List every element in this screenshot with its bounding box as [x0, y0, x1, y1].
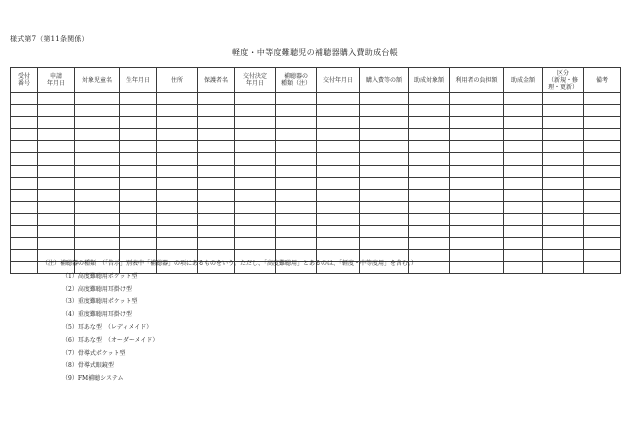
table-cell	[504, 93, 543, 105]
table-cell	[198, 141, 235, 153]
table-cell	[157, 238, 198, 250]
table-cell	[360, 226, 409, 238]
table-cell	[198, 117, 235, 129]
table-cell	[235, 141, 276, 153]
table-cell	[75, 117, 120, 129]
table-cell	[360, 165, 409, 177]
table-row	[11, 189, 621, 201]
table-row	[11, 141, 621, 153]
table-cell	[584, 129, 621, 141]
table-cell	[543, 238, 584, 250]
table-cell	[450, 105, 504, 117]
table-cell	[276, 189, 317, 201]
table-cell	[317, 105, 360, 117]
table-cell	[409, 238, 450, 250]
table-cell	[504, 201, 543, 213]
column-header: 交付年月日	[317, 68, 360, 93]
table-cell	[584, 165, 621, 177]
table-cell	[409, 117, 450, 129]
table-cell	[450, 177, 504, 189]
table-cell	[317, 213, 360, 225]
table-cell	[120, 93, 157, 105]
notes-section	[42, 258, 417, 386]
table-cell	[75, 105, 120, 117]
table-cell	[276, 177, 317, 189]
table-cell	[543, 153, 584, 165]
table-cell	[235, 93, 276, 105]
table-cell	[157, 165, 198, 177]
table-cell	[450, 226, 504, 238]
table-cell	[75, 129, 120, 141]
table-cell	[409, 177, 450, 189]
table-cell	[409, 213, 450, 225]
column-header: 補聴器の 種類（注）	[276, 68, 317, 93]
column-header: 区分 （新規・修 理・更新）	[543, 68, 584, 93]
table-cell	[198, 105, 235, 117]
table-cell	[11, 117, 38, 129]
table-cell	[11, 177, 38, 189]
table-cell	[450, 141, 504, 153]
table-cell	[360, 129, 409, 141]
table-cell	[543, 141, 584, 153]
table-cell	[235, 226, 276, 238]
table-cell	[235, 238, 276, 250]
column-header: 生年月日	[120, 68, 157, 93]
table-cell	[360, 201, 409, 213]
table-cell	[584, 93, 621, 105]
table-cell	[235, 117, 276, 129]
table-cell	[38, 153, 75, 165]
table-cell	[276, 201, 317, 213]
table-cell	[235, 105, 276, 117]
table-cell	[11, 201, 38, 213]
table-cell	[75, 93, 120, 105]
table-cell	[543, 250, 584, 262]
table-cell	[584, 250, 621, 262]
table-cell	[75, 153, 120, 165]
table-cell	[360, 153, 409, 165]
table-cell	[543, 117, 584, 129]
table-cell	[543, 201, 584, 213]
column-header: 住所	[157, 68, 198, 93]
table-cell	[504, 141, 543, 153]
table-cell	[317, 141, 360, 153]
column-header: 助成金額	[504, 68, 543, 93]
table-cell	[11, 226, 38, 238]
table-cell	[38, 177, 75, 189]
table-row	[11, 213, 621, 225]
table-cell	[317, 153, 360, 165]
table-cell	[584, 153, 621, 165]
table-cell	[360, 238, 409, 250]
column-header: 保護者名	[198, 68, 235, 93]
table-cell	[584, 262, 621, 274]
table-cell	[38, 117, 75, 129]
table-cell	[450, 250, 504, 262]
table-cell	[120, 226, 157, 238]
list-item: （7）骨導式ポケット型	[62, 349, 126, 357]
table-cell	[276, 129, 317, 141]
table-cell	[543, 129, 584, 141]
table-cell	[543, 177, 584, 189]
table-row	[11, 177, 621, 189]
table-cell	[198, 201, 235, 213]
table-cell	[317, 93, 360, 105]
table-cell	[38, 201, 75, 213]
table-cell	[120, 153, 157, 165]
table-cell	[75, 213, 120, 225]
column-header: 対象児童名	[75, 68, 120, 93]
table-cell	[543, 226, 584, 238]
ledger-table	[10, 67, 621, 274]
table-cell	[276, 141, 317, 153]
table-cell	[120, 129, 157, 141]
table-cell	[450, 165, 504, 177]
table-cell	[75, 189, 120, 201]
table-cell	[235, 177, 276, 189]
table-cell	[11, 238, 38, 250]
table-cell	[543, 93, 584, 105]
table-cell	[360, 177, 409, 189]
list-item: （2）高度難聴用耳掛け型	[62, 285, 132, 293]
table-cell	[276, 238, 317, 250]
table-cell	[38, 129, 75, 141]
table-row	[11, 201, 621, 213]
table-cell	[198, 226, 235, 238]
table-cell	[504, 250, 543, 262]
table-cell	[235, 189, 276, 201]
table-cell	[276, 117, 317, 129]
table-cell	[584, 189, 621, 201]
table-cell	[504, 165, 543, 177]
table-cell	[11, 93, 38, 105]
table-cell	[450, 238, 504, 250]
table-cell	[157, 177, 198, 189]
list-item: （5）耳あな型 （レディメイド）	[62, 323, 153, 331]
table-cell	[504, 189, 543, 201]
note-intro: （注）補聴器の種類 （「告示」別表中「補聴器」の項にあるものをいう。ただし、「高度難聴用」とあるのは、「軽度・中等度用」を含む。）	[42, 260, 418, 267]
table-cell	[11, 189, 38, 201]
table-cell	[198, 177, 235, 189]
table-row	[11, 93, 621, 105]
table-cell	[360, 117, 409, 129]
table-cell	[409, 93, 450, 105]
table-cell	[450, 93, 504, 105]
table-cell	[198, 238, 235, 250]
table-cell	[75, 201, 120, 213]
table-cell	[450, 262, 504, 274]
table-cell	[120, 189, 157, 201]
list-item: （6）耳あな型 （オーダーメイド）	[62, 336, 159, 344]
table-cell	[75, 177, 120, 189]
table-cell	[235, 129, 276, 141]
table-cell	[11, 129, 38, 141]
table-cell	[584, 238, 621, 250]
table-cell	[11, 165, 38, 177]
table-cell	[543, 105, 584, 117]
table-cell	[317, 226, 360, 238]
column-header: 備考	[584, 68, 621, 93]
table-cell	[504, 153, 543, 165]
list-item: （8）骨導式眼鏡型	[62, 362, 114, 370]
table-cell	[450, 117, 504, 129]
list-item: （1）高度難聴用ポケット型	[62, 272, 138, 280]
table-cell	[584, 141, 621, 153]
table-cell	[120, 105, 157, 117]
table-cell	[120, 213, 157, 225]
table-cell	[11, 105, 38, 117]
table-cell	[276, 105, 317, 117]
table-cell	[157, 93, 198, 105]
table-cell	[198, 153, 235, 165]
table-cell	[75, 238, 120, 250]
table-cell	[450, 153, 504, 165]
table-cell	[276, 213, 317, 225]
table-row	[11, 153, 621, 165]
table-cell	[317, 129, 360, 141]
table-cell	[543, 213, 584, 225]
table-cell	[450, 213, 504, 225]
table-cell	[276, 153, 317, 165]
table-cell	[157, 117, 198, 129]
table-cell	[276, 226, 317, 238]
table-cell	[409, 226, 450, 238]
table-cell	[120, 141, 157, 153]
table-cell	[409, 141, 450, 153]
table-cell	[38, 105, 75, 117]
table-cell	[11, 141, 38, 153]
table-row	[11, 226, 621, 238]
table-cell	[360, 213, 409, 225]
table-cell	[38, 165, 75, 177]
table-cell	[543, 262, 584, 274]
column-header: 助成対象額	[409, 68, 450, 93]
table-cell	[11, 250, 38, 262]
column-header: 交付決定 年月日	[235, 68, 276, 93]
table-cell	[450, 129, 504, 141]
table-cell	[584, 226, 621, 238]
column-header: 利用者の負担額	[450, 68, 504, 93]
document-title: 軽度・中等度難聴児の補聴器購入費助成台帳	[232, 48, 398, 57]
table-cell	[543, 165, 584, 177]
list-item: （9）FM補聴システム	[62, 375, 124, 383]
table-cell	[38, 189, 75, 201]
list-item: （3）重度難聴用ポケット型	[62, 298, 138, 306]
table-cell	[504, 117, 543, 129]
table-row	[11, 105, 621, 117]
table-cell	[235, 213, 276, 225]
form-number: 様式第7（第11条関係）	[10, 35, 89, 43]
table-cell	[504, 213, 543, 225]
table-cell	[317, 238, 360, 250]
table-cell	[120, 117, 157, 129]
table-cell	[157, 129, 198, 141]
table-cell	[504, 226, 543, 238]
table-row	[11, 117, 621, 129]
table-cell	[360, 141, 409, 153]
table-cell	[120, 177, 157, 189]
table-cell	[157, 189, 198, 201]
table-cell	[157, 105, 198, 117]
table-cell	[317, 201, 360, 213]
table-cell	[198, 189, 235, 201]
table-cell	[409, 105, 450, 117]
table-cell	[450, 189, 504, 201]
table-cell	[157, 213, 198, 225]
column-header: 申請 年月日	[38, 68, 75, 93]
table-cell	[504, 129, 543, 141]
table-cell	[38, 238, 75, 250]
header-row	[11, 68, 621, 93]
table-row	[11, 238, 621, 250]
table-cell	[504, 177, 543, 189]
table-cell	[317, 117, 360, 129]
table-cell	[157, 141, 198, 153]
table-cell	[120, 165, 157, 177]
table-cell	[38, 141, 75, 153]
table-cell	[120, 201, 157, 213]
table-cell	[504, 262, 543, 274]
column-header: 購入費等の額	[360, 68, 409, 93]
table-cell	[584, 177, 621, 189]
table-cell	[409, 189, 450, 201]
table-cell	[235, 201, 276, 213]
table-cell	[276, 93, 317, 105]
table-cell	[120, 238, 157, 250]
table-cell	[38, 93, 75, 105]
table-cell	[409, 201, 450, 213]
list-item: （4）重度難聴用耳掛け型	[62, 311, 132, 319]
table-cell	[11, 213, 38, 225]
table-cell	[360, 93, 409, 105]
table-cell	[584, 213, 621, 225]
table-cell	[504, 238, 543, 250]
table-cell	[584, 201, 621, 213]
table-cell	[75, 141, 120, 153]
table-cell	[317, 177, 360, 189]
table-row	[11, 129, 621, 141]
table-cell	[157, 153, 198, 165]
table-cell	[157, 201, 198, 213]
table-cell	[38, 213, 75, 225]
table-cell	[317, 189, 360, 201]
table-cell	[543, 189, 584, 201]
table-cell	[75, 165, 120, 177]
table-cell	[584, 117, 621, 129]
table-cell	[38, 226, 75, 238]
table-cell	[504, 105, 543, 117]
table-cell	[450, 201, 504, 213]
column-header: 受付 番号	[11, 68, 38, 93]
table-cell	[409, 129, 450, 141]
table-cell	[409, 165, 450, 177]
table-cell	[11, 153, 38, 165]
table-cell	[235, 153, 276, 165]
table-cell	[276, 165, 317, 177]
table-cell	[157, 226, 198, 238]
table-cell	[584, 105, 621, 117]
table-cell	[198, 93, 235, 105]
table-cell	[360, 105, 409, 117]
hearing-aid-type-list	[42, 271, 417, 386]
table-row	[11, 165, 621, 177]
table-cell	[11, 262, 38, 274]
table-cell	[198, 129, 235, 141]
table-cell	[235, 165, 276, 177]
table-cell	[75, 226, 120, 238]
table-cell	[198, 213, 235, 225]
table-cell	[317, 165, 360, 177]
table-cell	[360, 189, 409, 201]
table-cell	[409, 153, 450, 165]
table-cell	[198, 165, 235, 177]
